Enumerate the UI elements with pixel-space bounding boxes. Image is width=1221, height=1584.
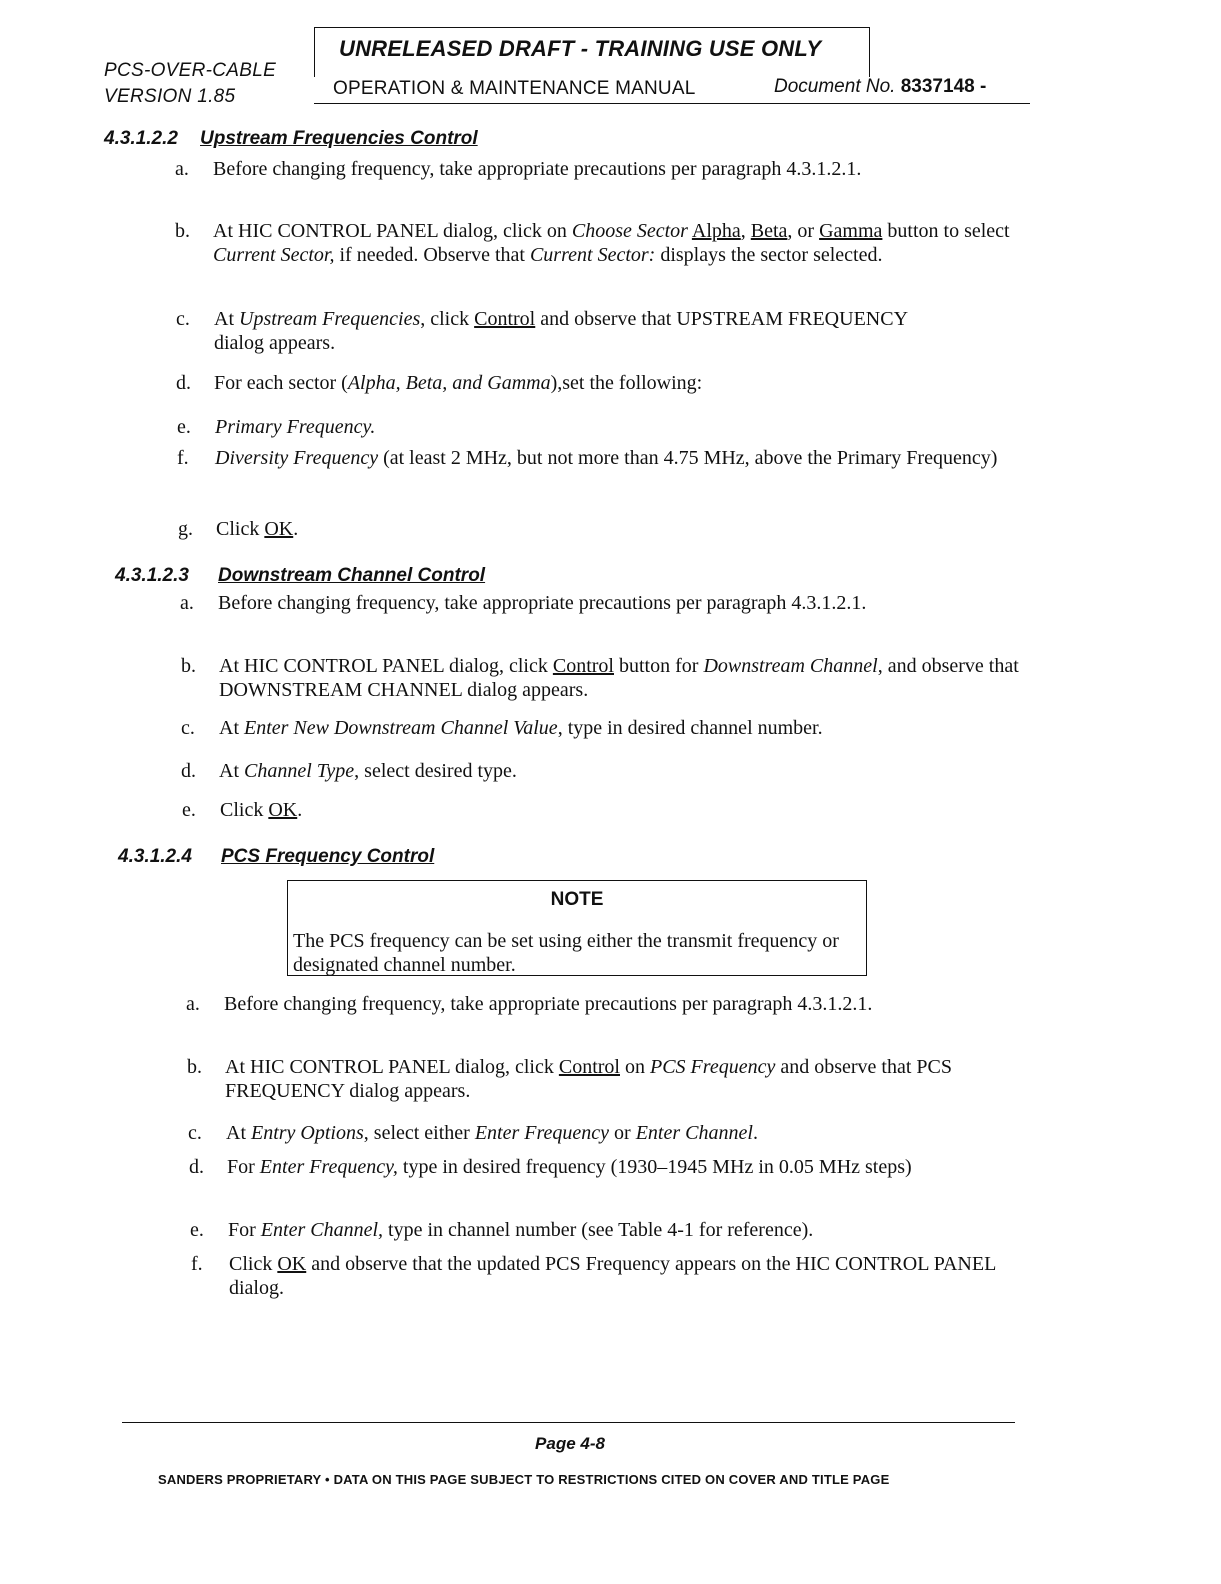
product-version: VERSION 1.85: [104, 86, 236, 107]
section-number: 4.3.1.2.4: [118, 846, 192, 867]
ui-button-gamma: Gamma: [819, 220, 883, 242]
list-item: [191, 1252, 1019, 1300]
list-text: button for: [614, 655, 704, 677]
list-text: At HIC CONTROL PANEL dialog, click: [219, 655, 553, 677]
list-text: Click: [220, 799, 269, 821]
section-number: 4.3.1.2.2: [104, 128, 178, 149]
ui-button-ok: OK: [264, 518, 294, 540]
list-text: , and observe that DOWNSTREAM CHANNEL dialog appears.: [219, 655, 1019, 701]
list-text: Before changing frequency, take appropriate precautions per paragraph 4.3.1.2.1.: [213, 158, 862, 180]
list-letter: g.: [178, 518, 193, 540]
list-letter: d.: [189, 1156, 204, 1178]
list-item: [181, 716, 1009, 740]
list-letter: c.: [188, 1122, 202, 1144]
list-text: At: [214, 308, 239, 330]
list-item: [182, 798, 520, 822]
ui-button-alpha: Alpha: [691, 220, 741, 242]
product-name: PCS-OVER-CABLE: [104, 60, 277, 81]
note-box: [287, 880, 867, 976]
list-item: [178, 517, 516, 541]
ui-label-enter-frequency: Enter Frequency: [474, 1122, 610, 1144]
ui-label-enter-new-downstream: Enter New Downstream Channel Value: [244, 717, 558, 739]
list-letter: a.: [186, 993, 200, 1015]
list-text: .: [297, 799, 303, 821]
list-letter: f.: [191, 1253, 203, 1275]
ui-label-diversity-frequency: Diversity Frequency: [215, 447, 379, 469]
list-item: [190, 1218, 1018, 1242]
note-title: NOTE: [550, 889, 604, 910]
ui-label-current-sector: Current Sector:: [529, 244, 656, 266]
list-text: button to select: [882, 220, 1010, 242]
header-divider: [314, 103, 1030, 104]
footer-divider: [122, 1422, 1015, 1423]
ui-button-beta: Beta: [750, 220, 788, 242]
list-text: type in channel number (see Table 4-1 for reference).: [383, 1219, 814, 1241]
ui-label-enter-channel: Enter Channel,: [260, 1219, 384, 1241]
list-text: For: [227, 1156, 260, 1178]
ui-label-upstream-frequencies: Upstream Frequencies: [239, 308, 421, 330]
list-item: [186, 992, 964, 1016]
list-item: [181, 759, 819, 783]
section-heading-downstream: [115, 565, 485, 587]
ui-label-entry-options: Entry Options: [251, 1122, 364, 1144]
list-text: , select either: [363, 1122, 475, 1144]
list-item: [188, 1121, 1016, 1145]
list-letter: b.: [175, 220, 190, 242]
header-product-block: [104, 58, 276, 110]
list-item: b. At HIC CONTROL PANEL dialog, click on Choose Sector Alpha, Beta, or Gamma button to select Current Sector, if needed. Observe that Current Sector: displays the sector selected.: [175, 220, 1010, 266]
section-title: PCS Frequency Control: [221, 846, 435, 867]
list-text: and observe that PCS FREQUENCY dialog appears.: [225, 1056, 952, 1102]
list-text: At: [219, 760, 244, 782]
ui-label-sectors: Alpha, Beta, and Gamma: [347, 372, 551, 394]
list-item: [181, 654, 1049, 702]
list-text: and observe that UPSTREAM FREQUENCY dialog appears.: [214, 308, 908, 354]
ui-label-pcs-frequency: PCS Frequency: [650, 1056, 776, 1078]
list-text: type in desired frequency (1930–1945 MHz in 0.05 MHz steps): [397, 1156, 912, 1178]
list-item: [189, 1155, 1027, 1179]
list-text: At: [226, 1122, 251, 1144]
list-text: on: [620, 1056, 650, 1078]
ui-label-channel-type: Channel Type: [244, 760, 355, 782]
list-letter: b.: [181, 655, 196, 677]
list-letter: a.: [180, 592, 194, 614]
ui-label-choose-sector: Choose Sector: [571, 220, 688, 242]
list-text: (at least 2 MHz, but not more than 4.75 MHz, above the Primary Frequency): [378, 447, 998, 469]
list-text: displays the sector selected.: [655, 244, 883, 266]
list-letter: e.: [182, 799, 196, 821]
document-number-label: Document No.: [774, 76, 896, 97]
list-text: , click: [420, 308, 475, 330]
draft-banner: UNRELEASED DRAFT - TRAINING USE ONLY: [314, 27, 870, 77]
list-text: if needed. Observe that: [334, 244, 530, 266]
ui-label-downstream-channel: Downstream Channel: [703, 655, 878, 677]
document-number: [774, 76, 986, 98]
list-text: At HIC CONTROL PANEL dialog, click: [225, 1056, 559, 1078]
list-item: [176, 307, 934, 355]
list-text: ),set the following:: [550, 372, 703, 394]
ui-label-current-sector: Current Sector,: [213, 244, 335, 266]
list-letter: e.: [190, 1219, 204, 1241]
list-letter: d.: [181, 760, 196, 782]
document-number-value: 8337148 -: [900, 76, 987, 97]
list-item: [177, 446, 1005, 470]
list-text: Before changing frequency, take appropriate precautions per paragraph 4.3.1.2.1.: [218, 592, 867, 614]
section-heading-upstream: [104, 128, 478, 150]
list-text: , select desired type.: [354, 760, 517, 782]
section-title: Upstream Frequencies Control: [200, 128, 478, 149]
list-text: At HIC CONTROL PANEL dialog, click on: [213, 220, 572, 242]
list-letter: b.: [187, 1056, 202, 1078]
list-item: [177, 415, 975, 439]
ui-button-ok: OK: [268, 799, 298, 821]
list-letter: a.: [175, 158, 189, 180]
section-heading-pcs: [118, 846, 434, 868]
ui-button-control: Control: [558, 1056, 620, 1078]
page-number: Page 4-8: [535, 1434, 605, 1453]
list-letter: d.: [176, 372, 191, 394]
list-item: [176, 371, 974, 395]
ui-label-primary-frequency: Primary Frequency.: [215, 416, 376, 438]
ui-button-control: Control: [552, 655, 614, 677]
manual-title: OPERATION & MAINTENANCE MANUAL: [333, 78, 696, 99]
list-item: [187, 1055, 1035, 1103]
list-text: For each sector (: [214, 372, 348, 394]
list-text: , type in desired channel number.: [557, 717, 823, 739]
list-letter: c.: [181, 717, 195, 739]
section-title: Downstream Channel Control: [218, 565, 486, 586]
list-text: or: [609, 1122, 636, 1144]
list-text: .: [293, 518, 299, 540]
ui-button-control: Control: [474, 308, 536, 330]
list-text: .: [752, 1122, 758, 1144]
ui-button-ok: OK: [277, 1253, 307, 1275]
list-text: , or: [787, 220, 815, 242]
list-letter: f.: [177, 447, 189, 469]
section-number: 4.3.1.2.3: [115, 565, 189, 586]
list-letter: c.: [176, 308, 190, 330]
list-text: At: [219, 717, 244, 739]
note-text: The PCS frequency can be set using either the transmit frequency or designated channel number.: [293, 930, 839, 976]
list-text: For: [228, 1219, 261, 1241]
ui-label-enter-channel: Enter Channel: [635, 1122, 753, 1144]
proprietary-notice: SANDERS PROPRIETARY • DATA ON THIS PAGE SUBJECT TO RESTRICTIONS CITED ON COVER AND TITLE PAGE: [158, 1472, 890, 1487]
list-text: Click: [216, 518, 265, 540]
list-text: Before changing frequency, take appropriate precautions per paragraph 4.3.1.2.1.: [224, 993, 873, 1015]
ui-label-enter-frequency: Enter Frequency,: [259, 1156, 398, 1178]
list-text: and observe that the updated PCS Frequency appears on the HIC CONTROL PANEL dialog.: [229, 1253, 996, 1299]
list-letter: e.: [177, 416, 191, 438]
list-item: [180, 591, 958, 615]
list-item: [175, 157, 953, 181]
list-text: Click: [229, 1253, 278, 1275]
